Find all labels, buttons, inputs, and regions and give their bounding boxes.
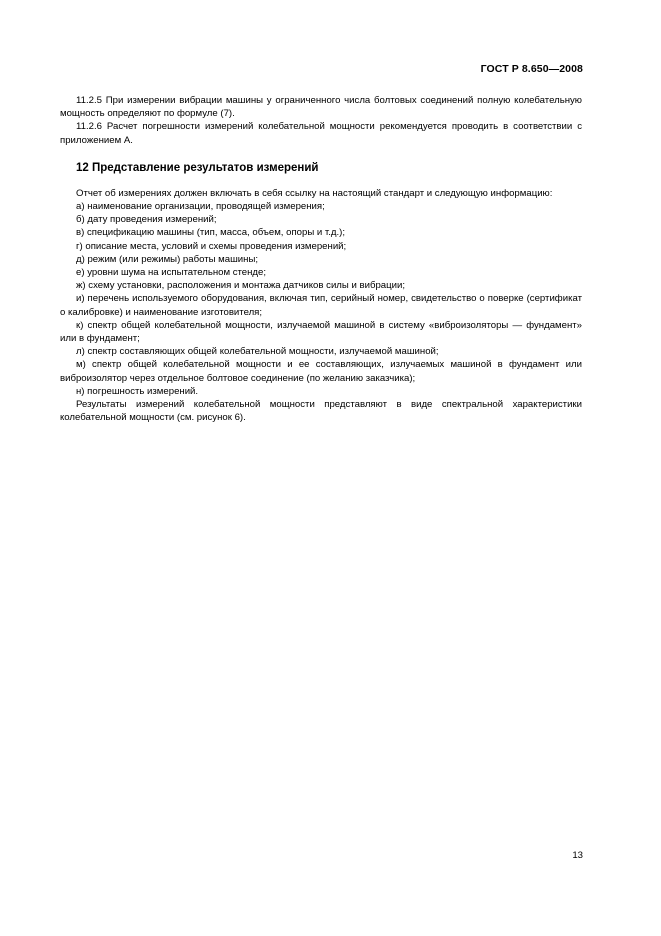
document-standard-id: ГОСТ Р 8.650—2008	[480, 63, 583, 75]
list-item-l: л) спектр составляющих общей колебательной мощности, излучаемой машиной;	[76, 346, 439, 358]
list-item-n: н) погрешность измерений.	[76, 385, 199, 397]
list-item-zh: ж) схему установки, расположения и монтажа датчиков силы и вибрации;	[76, 280, 405, 292]
section-title: 12 Представление результатов измерений	[76, 161, 319, 174]
list-item-i: и) перечень используемого оборудования, включая тип, серийный номер, свидетельство о поверке (сертификат о калибровке) и наименование изготовителя;	[60, 293, 582, 318]
list-item-g: г) описание места, условий и схемы проведения измерений;	[76, 240, 347, 252]
list-item-e: е) уровни шума на испытательном стенде;	[76, 267, 267, 279]
page-number: 13	[572, 850, 583, 861]
section-closing: Результаты измерений колебательной мощности представляют в виде спектральной характеристики колебательной мощности (см. рисунок 6).	[60, 399, 582, 424]
list-item-a: а) наименование организации, проводящей измерения;	[76, 201, 325, 213]
clause-11-2-5: 11.2.5 При измерении вибрации машины у ограниченного числа болтовых соединений полную колебательную мощность определяют по формуле (7).	[60, 95, 582, 120]
list-item-k: к) спектр общей колебательной мощности, излучаемой машиной в систему «виброизоляторы — фундамент» или в фундамент;	[60, 319, 582, 345]
list-item-b: б) дату проведения измерений;	[76, 214, 217, 226]
list-item-v: в) спецификацию машины (тип, масса, объем, опоры и т.д.);	[76, 227, 346, 239]
list-item-m: м) спектр общей колебательной мощности и ее составляющих, излучаемых машиной в фундамент или виброизолятор через отдельное болтовое соединение (по желанию заказчика);	[60, 359, 582, 384]
section-lead: Отчет об измерениях должен включать в себя ссылку на настоящий стандарт и следующую информацию:	[76, 187, 553, 199]
list-item-d: д) режим (или режимы) работы машины;	[76, 253, 259, 265]
clause-11-2-6: 11.2.6 Расчет погрешности измерений колебательной мощности рекомендуется проводить в соответствии с приложением А.	[60, 121, 582, 146]
document-body	[60, 94, 582, 424]
